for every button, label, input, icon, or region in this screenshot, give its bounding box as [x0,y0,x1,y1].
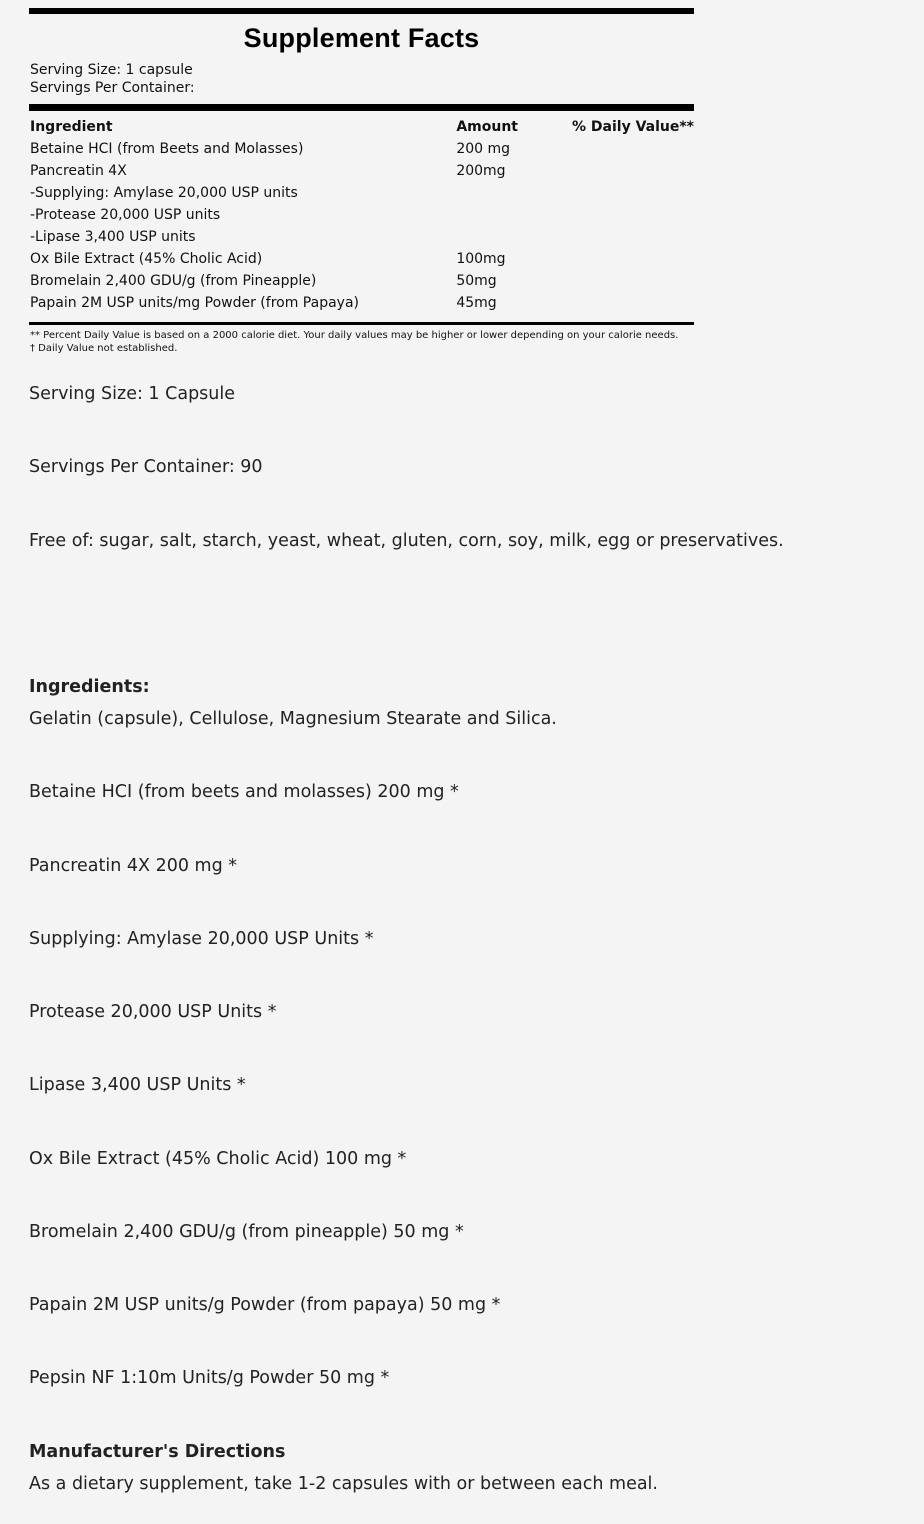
footnote-not-established: † Daily Value not established. [30,343,178,354]
table-row [29,182,694,204]
row-amount: 100mg [456,251,506,267]
row-ingredient: -Protease 20,000 USP units [30,207,221,223]
ingredient-item: Papain 2M USP units/g Powder (from papaya) 50 mg * [29,1295,501,1315]
row-amount: 50mg [456,273,497,289]
table-row [29,160,694,182]
facts-table [29,116,694,314]
header-amount: Amount [456,119,518,135]
free-of-text: Free of: sugar, salt, starch, yeast, wheat, gluten, corn, soy, milk, egg or preservatives. [29,531,784,551]
ingredient-item: Pancreatin 4X 200 mg * [29,856,238,876]
table-row [29,226,694,248]
row-ingredient: -Lipase 3,400 USP units [30,229,196,245]
row-amount: 200mg [456,163,506,179]
table-row [29,248,694,270]
ingredient-item: Ox Bile Extract (45% Cholic Acid) 100 mg * [29,1149,407,1169]
table-row [29,270,694,292]
table-row [29,204,694,226]
header-ingredient: Ingredient [30,119,113,135]
servings-per-container-text: Servings Per Container: 90 [29,457,263,477]
row-daily-value [571,204,694,226]
row-amount [455,204,571,226]
row-daily-value [571,160,694,182]
row-ingredient: Papain 2M USP units/mg Powder (from Papaya) [30,295,359,311]
row-ingredient: Ox Bile Extract (45% Cholic Acid) [30,251,263,267]
ingredient-item: Lipase 3,400 USP Units * [29,1075,246,1095]
row-ingredient: -Supplying: Amylase 20,000 USP units [30,185,298,201]
row-daily-value [571,248,694,270]
row-ingredient: Pancreatin 4X [30,163,127,179]
ingredient-item: Pepsin NF 1:10m Units/g Powder 50 mg * [29,1368,390,1388]
bottom-divider [29,322,694,325]
directions-text: As a dietary supplement, take 1-2 capsules with or between each meal. [29,1474,658,1494]
thick-divider [29,104,694,111]
row-daily-value [571,226,694,248]
ingredients-heading: Ingredients: [29,677,150,697]
ingredient-item: Supplying: Amylase 20,000 USP Units * [29,929,374,949]
facts-servings-per-container: Servings Per Container: [30,80,195,96]
ingredient-item: Protease 20,000 USP Units * [29,1002,277,1022]
row-amount [455,226,571,248]
ingredients-text: Gelatin (capsule), Cellulose, Magnesium Stearate and Silica. [29,709,557,729]
ingredient-item: Bromelain 2,400 GDU/g (from pineapple) 50 mg * [29,1222,464,1242]
facts-title: Supplement Facts [243,23,480,53]
footnote-daily-value: ** Percent Daily Value is based on a 2000 calorie diet. Your daily values may be higher or lower depending on your calorie needs. [30,330,679,341]
table-row [29,138,694,160]
supplement-facts-panel [29,8,694,355]
facts-table-header [29,116,694,138]
facts-serving-size: Serving Size: 1 capsule [30,62,193,78]
row-daily-value [571,270,694,292]
row-daily-value [571,292,694,314]
row-amount: 45mg [456,295,497,311]
row-amount: 200 mg [456,141,511,157]
top-divider [29,8,694,14]
row-daily-value [571,182,694,204]
ingredient-item: Betaine HCI (from beets and molasses) 200 mg * [29,782,459,802]
serving-size-text: Serving Size: 1 Capsule [29,384,236,404]
row-ingredient: Betaine HCI (from Beets and Molasses) [30,141,304,157]
row-amount [455,182,571,204]
directions-heading: Manufacturer's Directions [29,1442,286,1462]
header-daily-value: % Daily Value** [572,119,694,135]
table-row [29,292,694,314]
row-daily-value [571,138,694,160]
row-ingredient: Bromelain 2,400 GDU/g (from Pineapple) [30,273,317,289]
